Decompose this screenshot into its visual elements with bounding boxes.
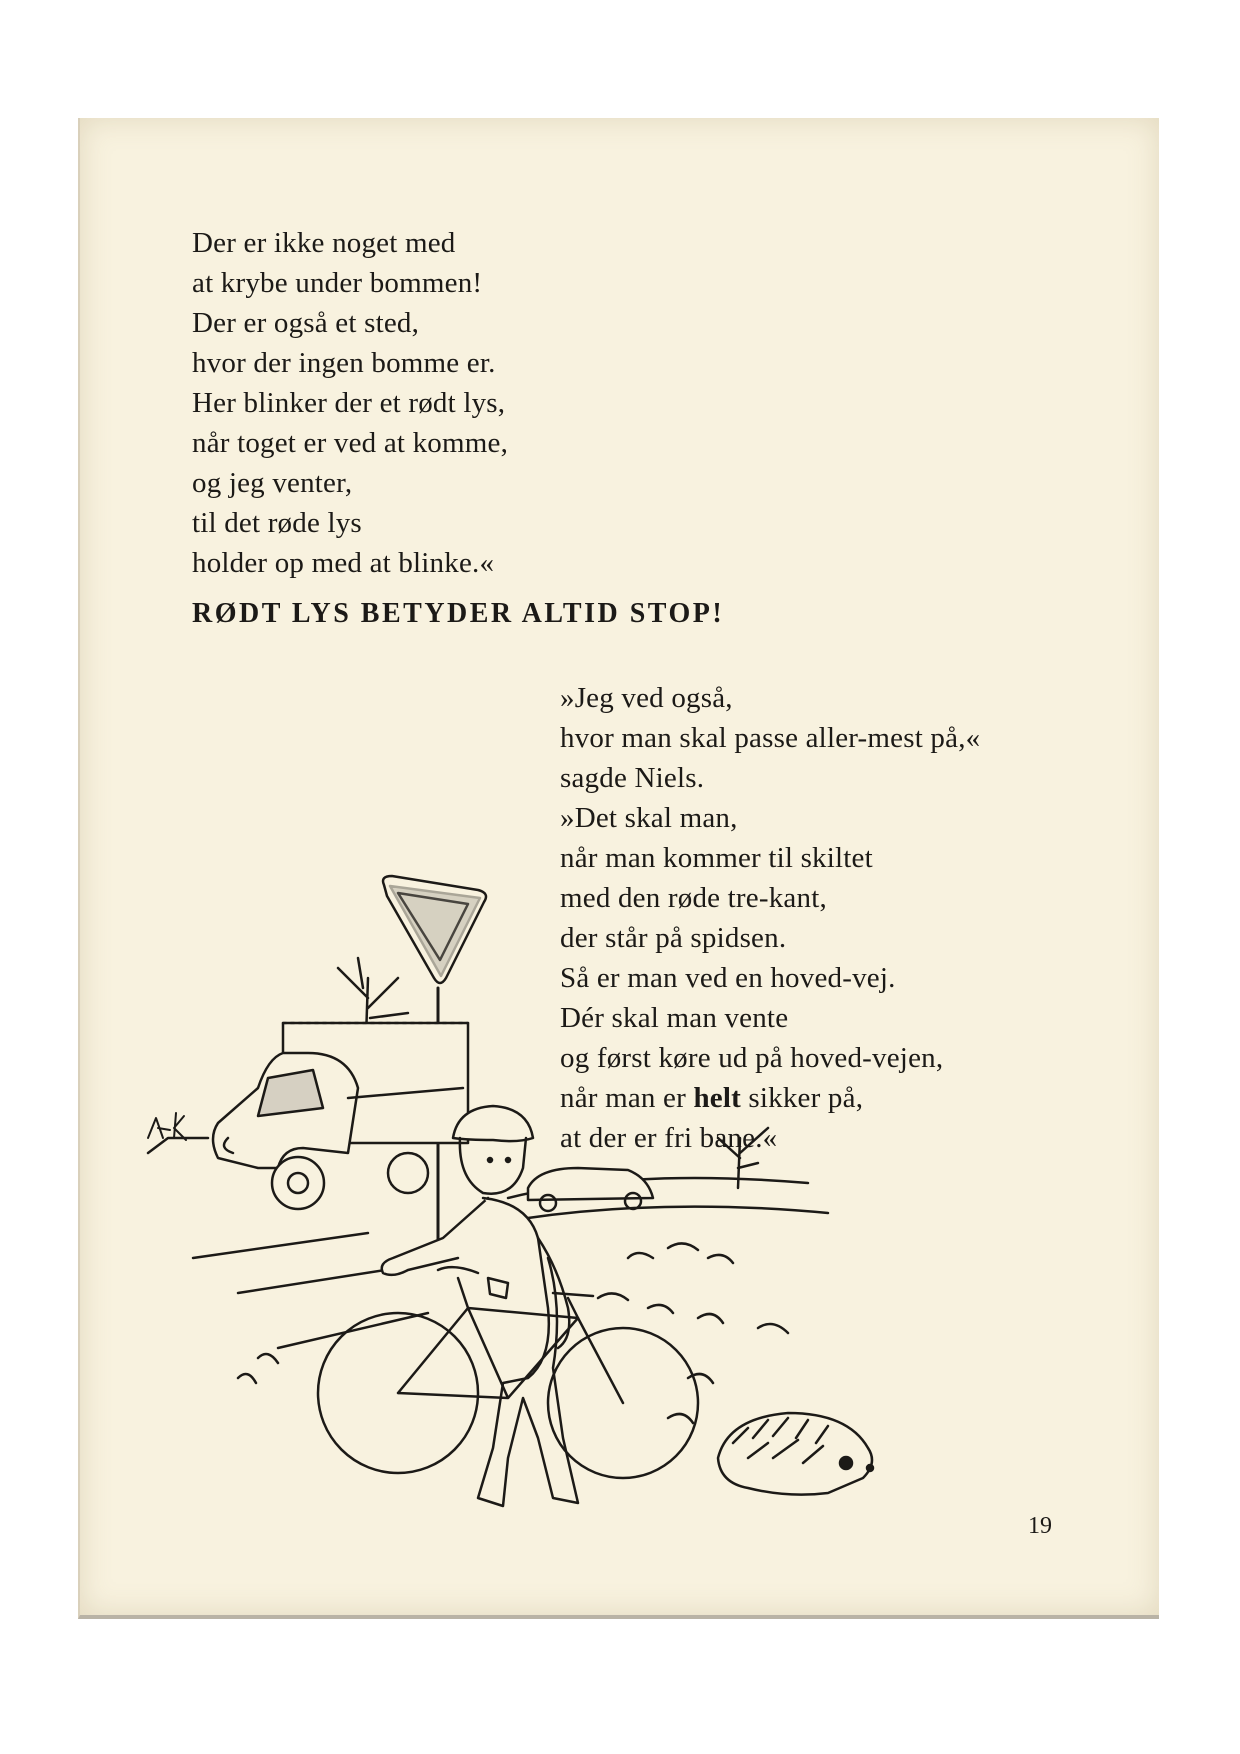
verse-line: der står på spidsen. (560, 922, 787, 954)
illustration-boy-with-bicycle (108, 838, 938, 1538)
verse-line: når toget er ved at komme, (192, 427, 509, 459)
verse-top (192, 223, 508, 583)
verse-line: når man kommer til skiltet (560, 842, 873, 874)
verse-line: holder op med at blinke.« (192, 547, 495, 579)
verse-line: med den røde tre-kant, (560, 882, 827, 914)
car (528, 1168, 653, 1211)
verse-line: »Det skal man, (560, 802, 738, 834)
verse-line: »Jeg ved også, (560, 682, 733, 714)
verse-line: og først køre ud på hoved-vejen, (560, 1042, 944, 1074)
truck (213, 1023, 468, 1209)
verse-line: hvor der ingen bomme er. (192, 347, 496, 379)
verse-line: hvor man skal passe aller-mest på,« (560, 722, 981, 754)
hedgehog (718, 1413, 873, 1495)
verse-text: når man er (560, 1082, 694, 1114)
verse-line: Der er også et sted, (192, 307, 420, 339)
verse-line: sagde Niels. (560, 762, 705, 794)
verse-line: Der er ikke noget med (192, 227, 456, 259)
verse-line: at der er fri bane.« (560, 1122, 778, 1154)
verse-line: til det røde lys (192, 507, 362, 539)
verse-line: Her blinker der et rødt lys, (192, 387, 506, 419)
emphasis-word: helt (693, 1082, 741, 1114)
verse-text: sikker på, (740, 1082, 864, 1114)
verse-line: Dér skal man vente (560, 1002, 789, 1034)
verse-line: at krybe under bommen! (192, 267, 483, 299)
book-page (78, 118, 1159, 1619)
artist-signature (148, 1113, 186, 1140)
page-number: 19 (1028, 1513, 1052, 1539)
verse-line: og jeg venter, (192, 467, 353, 499)
verse-line: Så er man ved en hoved-vej. (560, 962, 896, 994)
section-heading: RØDT LYS BETYDER ALTID STOP! (192, 598, 725, 629)
